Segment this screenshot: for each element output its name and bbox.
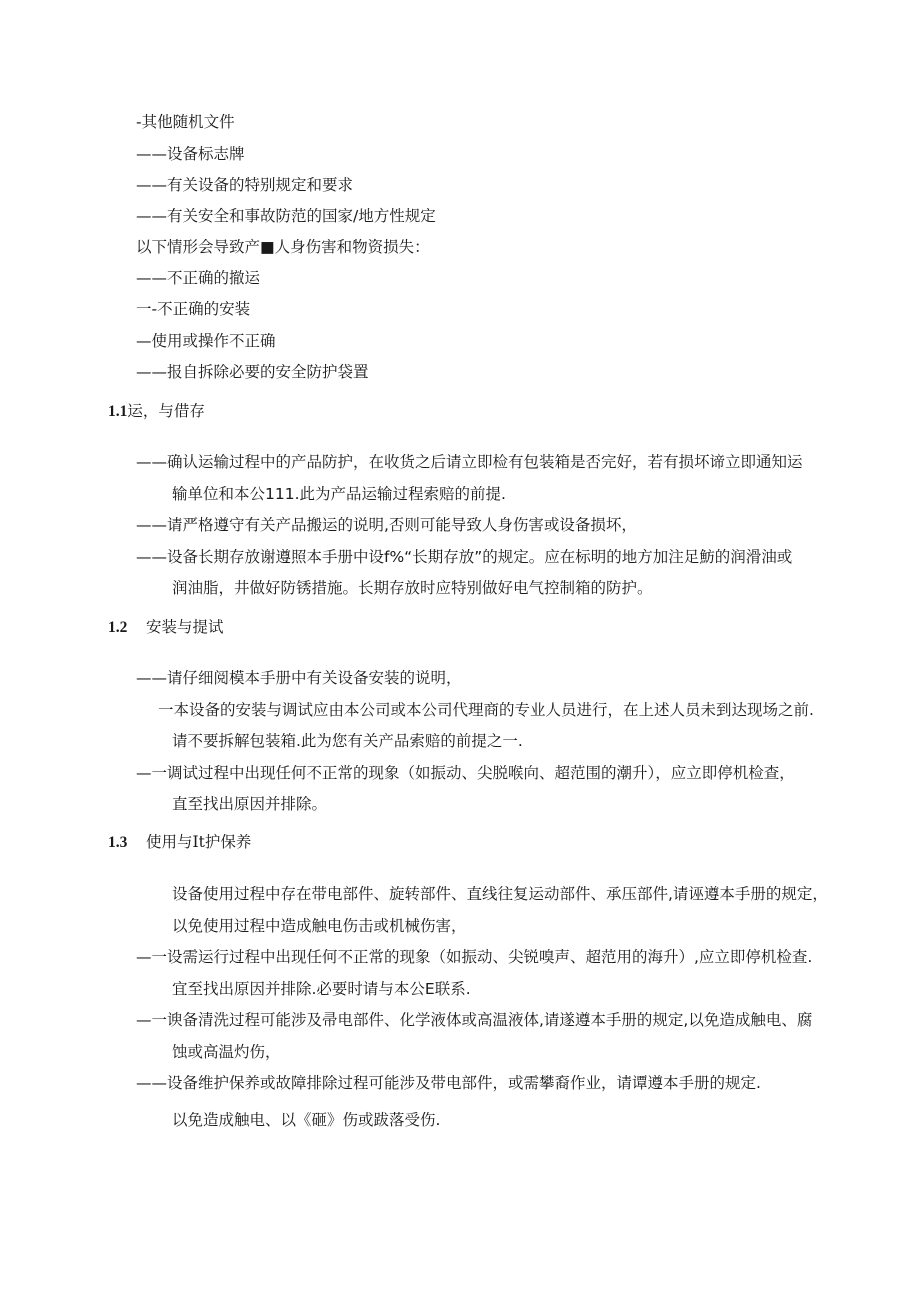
paragraph-line: ——请仔细阅模本手册中有关设备安装的说明，	[136, 669, 462, 687]
list-a-item: ——不正确的撤运	[136, 269, 261, 287]
paragraph-line: ——确认运输过程中的产品防护，在收货之后请立即检有包装箱是否完好，若有损坏谛立即通知运	[136, 453, 803, 471]
list-a-item: -其他随机文件	[136, 113, 235, 131]
paragraph-line: ——请严格遵守有关产品搬运的说明,否则可能导致人身伤害或设备损坏，	[136, 516, 637, 534]
list-a-item: ——设备标志牌	[136, 145, 245, 163]
paragraph-line: 以免使用过程中造成触电伤击或机械伤害，	[172, 917, 467, 935]
paragraph-line: —一设需运行过程中出现任何不正常的现象（如振动、尖锐嗅声、超范用的海升）,应立即停机检查.	[136, 948, 813, 966]
paragraph-line: 蚀或高温灼伤，	[172, 1043, 281, 1061]
paragraph-line: 直至找出原因并排除。	[172, 795, 328, 813]
section-number: 1.3	[108, 834, 128, 851]
paragraph-line: 请不要拆解包装箱.此为您有关产品索赔的前提之一.	[172, 732, 523, 750]
paragraph-line: ——设备长期存放谢遵照本手册中设f%“长期存放”的规定。应在标明的地方加注足魴的润滑油或	[136, 548, 793, 566]
list-a-item: 一-不正确的安装	[136, 300, 251, 318]
paragraph-line: 宜至找出原因并排除.必要时请与本公E联系.	[172, 980, 471, 998]
paragraph-line: 以免造成触电、以《砸》伤或跋落受伤.	[172, 1111, 441, 1129]
paragraph-line: ——设备维护保养或故障排除过程可能涉及带电部件，或需攀裔作业，请谭遵本手册的规定.	[136, 1074, 761, 1092]
list-a-item: 以下情形会导致产■人身伤害和物资损失：	[136, 238, 430, 256]
section-title: 运，与借存	[127, 402, 205, 420]
list-a-item: ——报自拆除必要的安全防护袋置	[136, 363, 369, 381]
paragraph-line: 输单位和本公111.此为产品运输过程索赔的前提.	[172, 485, 506, 503]
section-heading	[108, 832, 251, 853]
paragraph-line: 设备使用过程中存在带电部件、旋转部件、直线往复运动部件、承压部件,请诬遵本手册的规定，	[172, 885, 828, 903]
section-number: 1.2	[108, 619, 128, 636]
section-number: 1.1	[108, 403, 128, 420]
section-title: 安装与提试	[146, 618, 224, 636]
list-a-item: ——有关安全和事故防范的国家/地方性规定	[136, 207, 436, 225]
list-a-item: ——有关设备的特别规定和要求	[136, 176, 354, 194]
section-title: 使用与It护保养	[146, 833, 252, 851]
paragraph-line: —一调试过程中出现任何不正常的现象（如振动、尖脱喉向、超范围的潮升），应立即停机检查，	[136, 764, 795, 782]
paragraph-line: —一谀备清洗过程可能涉及帚电部件、化学液体或高温液体,请遂遵本手册的规定,以免造成触电、腐	[136, 1011, 813, 1029]
section-heading	[108, 401, 205, 422]
section-heading	[108, 617, 224, 638]
paragraph-line: 一本设备的安装与调试应由本公司或本公司代理商的专业人员进行，在上述人员未到达现场之前.	[158, 701, 814, 719]
paragraph-line: 润油脂，井做好防锈措施。长期存放时应特别做好电气控制箱的防护。	[172, 579, 653, 597]
list-a-item: —使用或操作不正确	[136, 332, 276, 350]
